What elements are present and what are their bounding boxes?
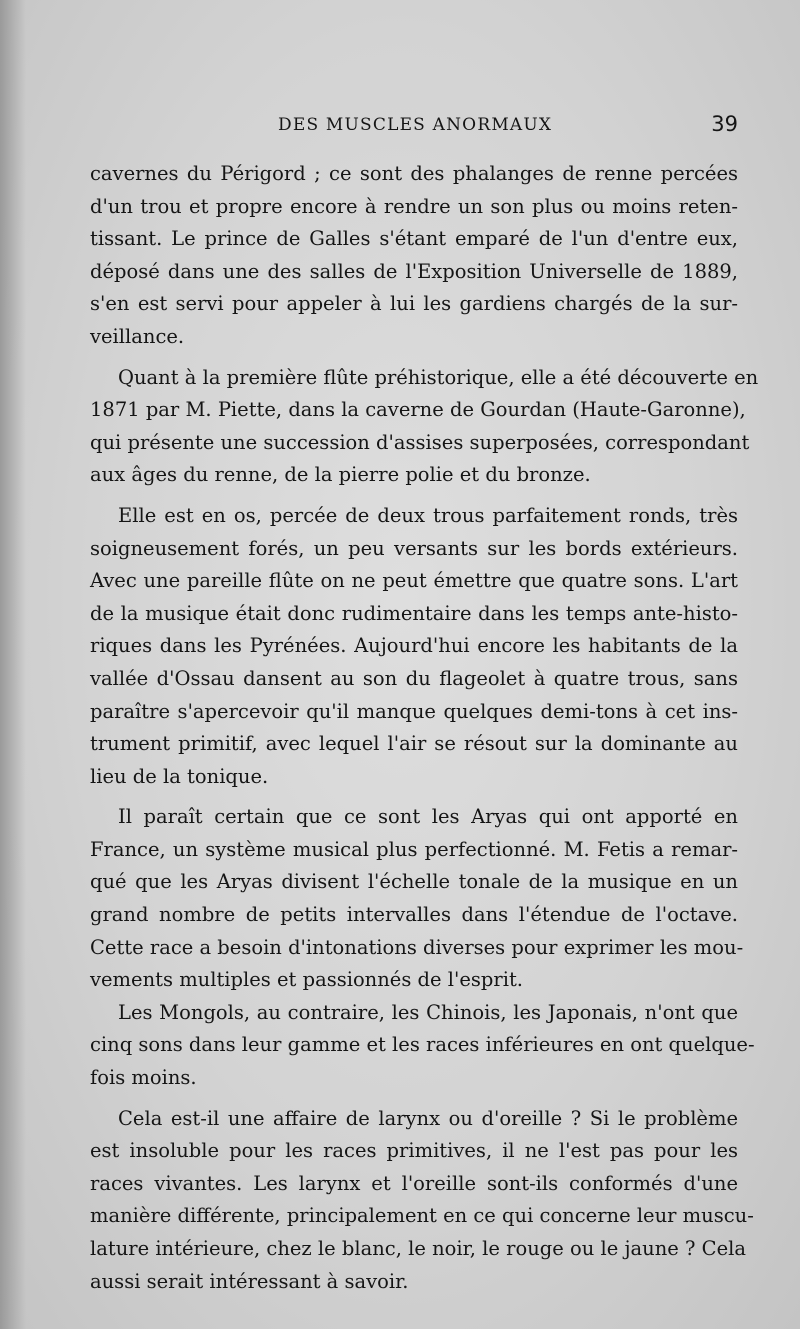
text-line: aux âges du renne, de la pierre polie et du bronze. xyxy=(90,463,591,487)
text-line: qui présente une succession d'assises superposées, correspondant xyxy=(90,430,750,454)
text-line: s'en est servi pour appeler à lui les gardiens chargés de la sur- xyxy=(90,292,738,316)
text-line: Cette race a besoin d'intonations diverses pour exprimer les mou- xyxy=(90,935,744,959)
paragraph-3 xyxy=(90,500,738,793)
text-line: tissant. Le prince de Galles s'étant emparé de l'un d'entre eux, xyxy=(90,227,738,251)
paragraph-5 xyxy=(90,997,755,1095)
paragraph-4 xyxy=(90,801,744,997)
page-number: 39 xyxy=(711,112,738,136)
text-line: Les Mongols, au contraire, les Chinois, les Japonais, n'ont que xyxy=(118,1000,738,1024)
paragraph-6 xyxy=(90,1103,754,1299)
text-line: de la musique était donc rudimentaire dans les temps ante-histo- xyxy=(90,601,738,625)
text-line: lature intérieure, chez le blanc, le noir, le rouge ou le jaune ? Cela xyxy=(90,1237,746,1260)
body-text xyxy=(90,158,759,1298)
running-title: DES MUSCLES ANORMAUX xyxy=(278,115,553,135)
text-line: lieu de la tonique. xyxy=(90,764,269,788)
text-line: Il paraît certain que ce sont les Aryas qui ont apporté en xyxy=(118,805,738,829)
text-line: Cela est-il une affaire de larynx ou d'oreille ? Si le problème xyxy=(118,1106,738,1130)
text-line: veillance. xyxy=(90,324,185,348)
text-line: Quant à la première flûte préhistorique, elle a été découverte en xyxy=(118,365,759,389)
text-line: est insoluble pour les races primitives, il ne l'est pas pour les xyxy=(90,1139,738,1163)
text-line: qué que les Aryas divisent l'échelle tonale de la musique en un xyxy=(90,870,738,894)
text-line: cavernes du Périgord ; ce sont des phalanges de renne percées xyxy=(90,162,738,185)
text-line: races vivantes. Les larynx et l'oreille sont-ils conformés d'une xyxy=(90,1171,738,1195)
text-line: trument primitif, avec lequel l'air se résout sur la dominante au xyxy=(90,732,738,756)
text-line: riques dans les Pyrénées. Aujourd'hui encore les habitants de la xyxy=(90,634,738,658)
text-line: 1871 par M. Piette, dans la caverne de Gourdan (Haute-Garonne), xyxy=(90,398,746,422)
text-line: manière différente, principalement en ce qui concerne leur muscu- xyxy=(90,1204,754,1228)
gutter-shadow xyxy=(0,0,26,1329)
paragraph-2 xyxy=(90,362,759,492)
text-line: Avec une pareille flûte on ne peut émettre que quatre sons. L'art xyxy=(90,569,738,593)
text-line: paraître s'apercevoir qu'il manque quelques demi-tons à cet ins- xyxy=(90,699,738,723)
page-header xyxy=(90,112,738,142)
text-line: fois moins. xyxy=(90,1066,197,1090)
text-line: France, un système musical plus perfectionné. M. Fetis a remar- xyxy=(90,837,738,861)
text-line: d'un trou et propre encore à rendre un son plus ou moins reten- xyxy=(90,194,738,218)
text-line: Elle est en os, percée de deux trous parfaitement ronds, très xyxy=(118,503,738,527)
text-line: vallée d'Ossau dansent au son du flageolet à quatre trous, sans xyxy=(90,666,738,690)
paragraph-1 xyxy=(90,158,738,354)
text-line: soigneusement forés, un peu versants sur les bords extérieurs. xyxy=(90,536,738,560)
text-line: vements multiples et passionnés de l'esprit. xyxy=(90,968,523,992)
text-line: déposé dans une des salles de l'Exposition Universelle de 1889, xyxy=(90,259,738,283)
text-line: grand nombre de petits intervalles dans l'étendue de l'octave. xyxy=(90,903,738,927)
text-line: cinq sons dans leur gamme et les races inférieures en ont quelque- xyxy=(90,1033,755,1057)
text-line: aussi serait intéressant à savoir. xyxy=(90,1269,409,1293)
